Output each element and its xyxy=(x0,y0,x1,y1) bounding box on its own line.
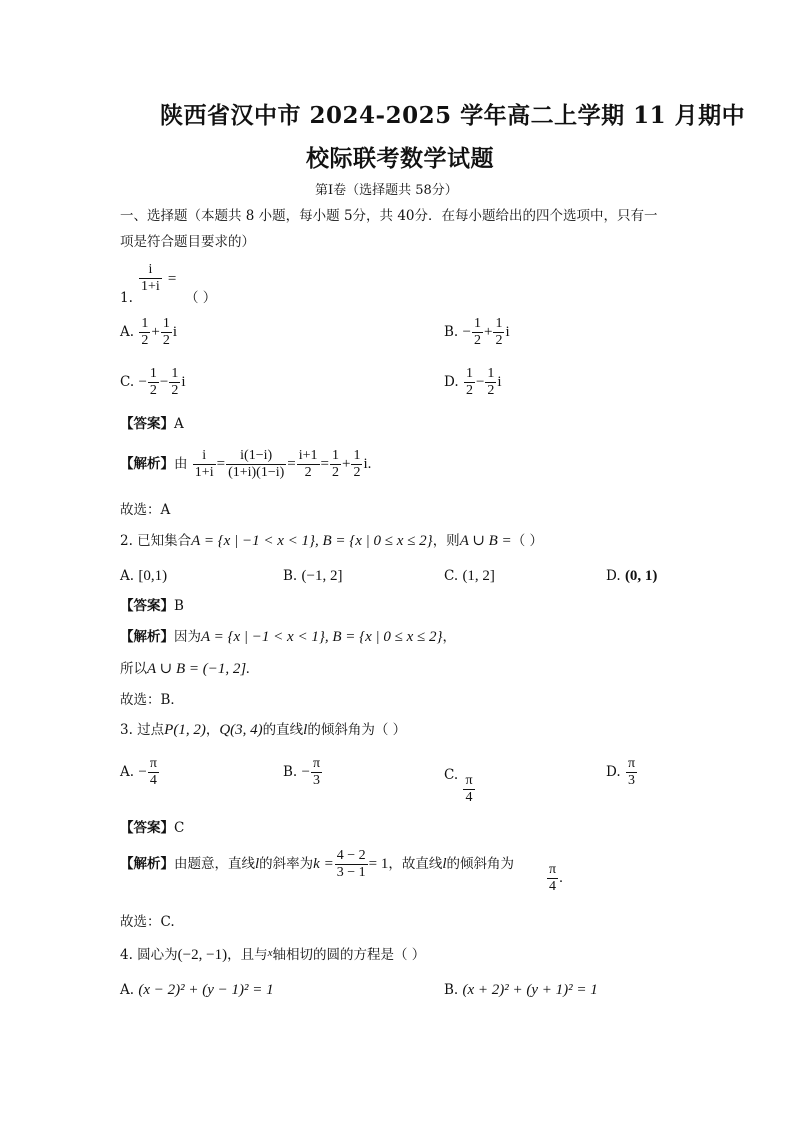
q3-analysis-result xyxy=(546,862,563,895)
analysis-math: A ∪ B = (−1, 2]. xyxy=(147,661,250,677)
q3-point-q: Q(3, 4) xyxy=(219,722,263,738)
operator: − xyxy=(159,374,169,390)
frac-num: 1 xyxy=(141,316,149,331)
frac-den: 4 xyxy=(463,789,474,806)
frac-den: 2 xyxy=(162,333,170,348)
frac-num: 1 xyxy=(487,366,495,381)
q1-option-b xyxy=(444,316,510,349)
option-text: (1, 2] xyxy=(462,568,495,584)
frac-den: 2 xyxy=(149,383,157,398)
q3-stem xyxy=(120,720,406,740)
option-text: (0, 1) xyxy=(624,568,658,584)
frac-den: 4 xyxy=(148,772,159,789)
analysis-text: 的斜率为 xyxy=(259,856,314,872)
q1-option-a xyxy=(120,316,177,349)
frac-den: 2 xyxy=(487,383,495,398)
imag-unit: i xyxy=(497,374,502,390)
frac-num: 1 xyxy=(171,366,179,381)
q4-stem-text: 4. 圆心为 xyxy=(120,947,178,963)
option-label: A. xyxy=(120,764,135,780)
option-label: D. xyxy=(444,374,459,390)
q1-equals: = xyxy=(167,271,177,287)
q3-stem-tail: 的倾斜角为（ ） xyxy=(307,722,407,738)
q2-stem-tail: ，则 xyxy=(432,533,460,549)
frac-num: 1 xyxy=(495,316,503,331)
q3-sep: ， xyxy=(205,722,220,738)
analysis-text: 由题意，直线 xyxy=(174,856,255,872)
section-heading: 第Ⅰ卷（选择题共 58分） xyxy=(315,183,458,198)
option-label: B. xyxy=(444,324,459,340)
analysis-slope: k = xyxy=(313,856,334,872)
analysis-sets: A = {x | −1 < x < 1}, B = {x | 0 ≤ x ≤ 2} xyxy=(201,629,443,645)
operator: + xyxy=(483,324,493,340)
answer-tag: 【答案】 xyxy=(120,598,174,614)
frac-num: i+1 xyxy=(298,448,318,463)
option-label: D. xyxy=(606,764,621,780)
analysis-tag: 【解析】 xyxy=(120,629,174,645)
q1-frac-num: i xyxy=(148,262,153,277)
frac-den: 3 − 1 xyxy=(336,865,366,880)
option-label: A. xyxy=(120,568,135,584)
q3-option-d xyxy=(606,756,638,789)
option-label: D. xyxy=(606,568,621,584)
frac-num: 1 xyxy=(353,448,361,463)
q4-axis-x: x xyxy=(267,947,273,959)
analysis-tail: i. xyxy=(363,456,372,472)
analysis-dot: . xyxy=(559,869,563,886)
option-sign: − xyxy=(462,324,471,340)
q1-blank: （ ） xyxy=(185,290,217,306)
frac-num: 1 xyxy=(332,448,340,463)
option-label: A. xyxy=(120,982,135,998)
q2-analysis-line-2 xyxy=(120,659,250,679)
option-text: (−1, 2] xyxy=(301,568,343,584)
frac-num: i(1−i) xyxy=(240,448,273,463)
q1-option-c xyxy=(120,366,186,399)
frac-den: (1+i)(1−i) xyxy=(228,465,285,480)
frac-den: 2 xyxy=(473,333,481,348)
imag-unit: i xyxy=(172,324,177,340)
option-sign: − xyxy=(138,764,147,780)
q2-stem xyxy=(120,531,543,551)
q3-stem-mid: 的直线 xyxy=(262,722,304,738)
q4-option-b xyxy=(444,980,598,1000)
analysis-eq: = 1 xyxy=(368,856,389,872)
q2-analysis xyxy=(120,627,456,647)
part-heading-line-2: 项是符合题目要求的） xyxy=(120,234,255,250)
answer-tag: 【答案】 xyxy=(120,820,174,836)
q1-number: 1. xyxy=(120,290,133,306)
q4-center: (−2, −1) xyxy=(177,947,228,963)
analysis-tail: ， xyxy=(442,629,457,645)
q3-point-p: P(1, 2) xyxy=(164,722,206,738)
frac-num: π xyxy=(627,756,636,771)
q2-sets: A = {x | −1 < x < 1}, B = {x | 0 ≤ x ≤ 2} xyxy=(191,533,433,549)
q1-frac-den: 1+i xyxy=(141,279,160,294)
analysis-line-l: l xyxy=(255,856,260,872)
frac-num: 1 xyxy=(149,366,157,381)
q2-union: A ∪ B = xyxy=(459,533,512,549)
frac-num: 4 − 2 xyxy=(336,848,366,863)
q4-stem xyxy=(120,943,425,965)
q1-analysis: 【解析】由 $\frac{i}{1+i}$ = $\frac{i(1-i)}{(1+i)(1-i)}$ = $\frac{i+1}{2}$ = $\frac{1}{2}$ + $\frac{1}{2}$ i. xyxy=(120,448,372,480)
analysis-tag: 【解析】 xyxy=(120,456,174,472)
frac-den: 2 xyxy=(353,465,361,480)
option-sign: − xyxy=(138,374,147,390)
q4-option-a xyxy=(120,980,274,1000)
frac-num: 1 xyxy=(162,316,170,331)
analysis-text: 所以 xyxy=(120,661,147,677)
option-text: (x − 2)² + (y − 1)² = 1 xyxy=(138,982,274,998)
answer-value: B xyxy=(174,598,184,614)
option-label: B. xyxy=(283,764,298,780)
option-label: C. xyxy=(120,374,135,390)
answer-value: A xyxy=(174,416,184,432)
q3-option-c xyxy=(444,765,476,806)
q1-option-d xyxy=(444,366,502,399)
q3-conclusion: 故选：C. xyxy=(120,914,175,930)
option-label: A. xyxy=(120,324,135,340)
q3-answer xyxy=(120,818,184,838)
q1-conclusion: 故选：A xyxy=(120,502,171,518)
q2-conclusion: 故选：B． xyxy=(120,692,184,708)
frac-num: i xyxy=(202,448,207,463)
q2-option-a xyxy=(120,566,167,586)
frac-num: 1 xyxy=(473,316,481,331)
analysis-text: 由 xyxy=(174,456,188,472)
answer-tag: 【答案】 xyxy=(120,416,174,432)
frac-den: 2 xyxy=(495,333,503,348)
part-heading-line-1: 一、选择题（本题共 8 小题，每小题 5分，共 40分．在每小题给出的四个选项中，只有一 xyxy=(120,208,658,224)
frac-num: π xyxy=(549,862,557,877)
q4-stem-tail: 轴相切的圆的方程是（ ） xyxy=(272,947,426,963)
frac-den: 2 xyxy=(465,383,473,398)
title-line-1: 陕西省汉中市 2024-2025 学年高二上学期 11 月期中 xyxy=(160,102,746,129)
option-label: B. xyxy=(444,982,459,998)
q2-blank: （ ） xyxy=(511,533,543,549)
operator: + xyxy=(151,324,160,340)
operator: − xyxy=(475,374,485,390)
analysis-line-l: l xyxy=(442,856,447,872)
analysis-text: 因为 xyxy=(174,629,201,645)
q2-option-d xyxy=(606,566,657,586)
q1-answer xyxy=(120,414,184,434)
q2-stem-text: 2. 已知集合 xyxy=(120,533,192,549)
frac-den: 3 xyxy=(311,772,322,789)
imag-unit: i xyxy=(505,324,510,340)
imag-unit: i xyxy=(181,374,186,390)
frac-den: 2 xyxy=(332,465,340,480)
q2-option-b xyxy=(283,566,342,586)
q2-option-c xyxy=(444,566,495,586)
option-text: [0,1) xyxy=(138,568,168,584)
q4-stem-mid: ，且与 xyxy=(227,947,268,963)
q1-stem-fraction xyxy=(138,262,176,295)
q3-option-a xyxy=(120,756,160,789)
q3-stem-text: 3. 过点 xyxy=(120,722,165,738)
frac-num: π xyxy=(149,756,157,771)
frac-den: 1+i xyxy=(194,465,214,480)
frac-den: 3 xyxy=(626,772,637,789)
frac-num: π xyxy=(312,756,321,771)
analysis-text: ，故直线 xyxy=(388,856,443,872)
option-label: C. xyxy=(444,568,459,584)
frac-num: π xyxy=(465,773,473,788)
analysis-tag: 【解析】 xyxy=(120,856,174,872)
frac-num: 1 xyxy=(465,366,473,381)
option-text: (x + 2)² + (y + 1)² = 1 xyxy=(462,982,598,998)
option-sign: − xyxy=(301,764,310,780)
analysis-text: 的倾斜角为 xyxy=(446,856,514,872)
q3-line-l: l xyxy=(303,722,308,738)
frac-den: 2 xyxy=(141,333,149,348)
title-line-2: 校际联考数学试题 xyxy=(306,145,494,172)
frac-den: 2 xyxy=(171,383,179,398)
q3-option-b xyxy=(283,756,323,789)
answer-value: C xyxy=(174,820,185,836)
frac-den: 2 xyxy=(297,464,320,481)
option-label: B. xyxy=(283,568,298,584)
q3-analysis xyxy=(120,848,514,881)
option-label: C. xyxy=(444,767,459,783)
frac-den: 4 xyxy=(547,878,558,895)
q2-answer xyxy=(120,596,184,616)
